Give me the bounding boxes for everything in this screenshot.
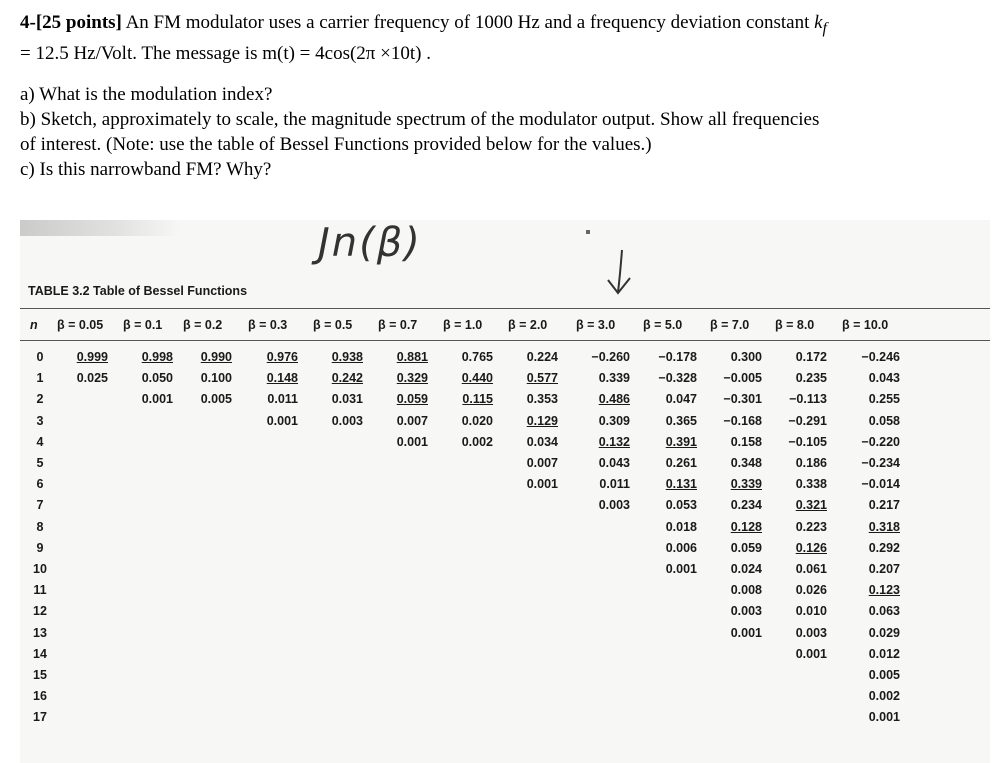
table-top-rule bbox=[20, 308, 990, 309]
row-n-label: 12 bbox=[33, 604, 47, 619]
bessel-value-cell: 0.261 bbox=[665, 456, 697, 470]
bessel-value-cell: −0.301 bbox=[723, 392, 762, 407]
bessel-value-cell: 0.031 bbox=[331, 392, 363, 407]
bessel-value-cell: 0.486 bbox=[598, 392, 630, 407]
bessel-value-cell: 0.224 bbox=[526, 350, 558, 364]
part-b-line-1: b) Sketch, approximately to scale, the magnitude spectrum of the modulator output. Show all frequencies bbox=[20, 108, 820, 130]
bessel-value-cell: 0.053 bbox=[665, 498, 697, 513]
bessel-value-cell: 0.186 bbox=[795, 456, 827, 470]
bessel-value-cell: 0.158 bbox=[730, 434, 762, 449]
bessel-value-cell: 0.217 bbox=[868, 498, 900, 513]
row-n-label: 5 bbox=[36, 456, 44, 470]
bessel-value-cell: 0.365 bbox=[665, 413, 697, 428]
bessel-value-cell: 0.577 bbox=[526, 371, 558, 386]
row-n-label: 7 bbox=[36, 498, 44, 513]
message-expression: m(t) = 4cos(2π ×10t) . bbox=[262, 42, 431, 64]
bessel-value-cell: 0.001 bbox=[665, 562, 697, 576]
row-n-label: 1 bbox=[36, 371, 44, 386]
bessel-value-cell: 0.029 bbox=[868, 625, 900, 640]
header-beta-5: β = 0.7 bbox=[378, 318, 418, 332]
bessel-value-cell: 0.339 bbox=[598, 371, 630, 386]
header-beta-6: β = 1.0 bbox=[443, 318, 483, 332]
bessel-value-cell: 0.006 bbox=[665, 540, 697, 555]
bessel-value-cell: 0.292 bbox=[868, 540, 900, 555]
bessel-value-cell: 0.126 bbox=[795, 540, 827, 555]
bessel-value-cell: 0.329 bbox=[396, 371, 428, 386]
table-header-rule bbox=[20, 340, 990, 341]
bessel-value-cell: 0.338 bbox=[795, 477, 827, 492]
bessel-value-cell: 0.353 bbox=[526, 392, 558, 407]
bessel-value-cell: 0.990 bbox=[200, 350, 232, 364]
bessel-value-cell: 0.008 bbox=[730, 583, 762, 598]
bessel-value-cell: 0.235 bbox=[795, 371, 827, 386]
header-beta-7: β = 2.0 bbox=[508, 318, 548, 332]
bessel-value-cell: 0.242 bbox=[331, 371, 363, 386]
bessel-value-cell: 0.063 bbox=[868, 604, 900, 619]
bessel-value-cell: 0.007 bbox=[396, 413, 428, 428]
bessel-value-cell: 0.976 bbox=[266, 350, 298, 364]
bessel-value-cell: 0.024 bbox=[730, 562, 762, 576]
bessel-value-cell: 0.047 bbox=[665, 392, 697, 407]
bessel-value-cell: 0.339 bbox=[730, 477, 762, 492]
header-beta-10: β = 7.0 bbox=[710, 318, 750, 332]
problem-statement bbox=[20, 10, 990, 182]
bessel-value-cell: 0.129 bbox=[526, 413, 558, 428]
bessel-value-cell: −0.291 bbox=[788, 413, 827, 428]
header-beta-2: β = 0.2 bbox=[183, 318, 223, 332]
bessel-value-cell: 0.765 bbox=[461, 350, 493, 364]
header-beta-1: β = 0.1 bbox=[123, 318, 163, 332]
bessel-value-cell: 0.026 bbox=[795, 583, 827, 598]
bessel-value-cell: 0.348 bbox=[730, 456, 762, 470]
bessel-value-cell: 0.025 bbox=[76, 371, 108, 386]
bessel-value-cell: 0.318 bbox=[868, 519, 900, 534]
part-c: c) Is this narrowband FM? Why? bbox=[20, 158, 272, 180]
header-beta-3: β = 0.3 bbox=[248, 318, 288, 332]
bessel-value-cell: 0.001 bbox=[141, 392, 173, 407]
bessel-value-cell: 0.998 bbox=[141, 350, 173, 364]
row-n-label: 13 bbox=[33, 625, 47, 640]
header-beta-8: β = 3.0 bbox=[576, 318, 616, 332]
bessel-value-cell: 0.012 bbox=[868, 646, 900, 661]
bessel-value-cell: 0.059 bbox=[730, 540, 762, 555]
row-n-label: 17 bbox=[33, 710, 47, 725]
bessel-table-scan bbox=[20, 220, 990, 763]
header-n: n bbox=[30, 318, 38, 332]
bessel-value-cell: 0.043 bbox=[598, 456, 630, 470]
bessel-value-cell: 0.309 bbox=[598, 413, 630, 428]
row-n-label: 10 bbox=[33, 562, 47, 576]
bessel-value-cell: 0.321 bbox=[795, 498, 827, 513]
kf-symbol: k bbox=[814, 12, 823, 33]
bessel-value-cell: 0.018 bbox=[665, 519, 697, 534]
bessel-value-cell: 0.061 bbox=[795, 562, 827, 576]
header-beta-0: β = 0.05 bbox=[57, 318, 104, 332]
bessel-value-cell: 0.005 bbox=[200, 392, 232, 407]
row-n-label: 16 bbox=[33, 689, 47, 704]
bessel-value-cell: 0.043 bbox=[868, 371, 900, 386]
bessel-value-cell: −0.220 bbox=[861, 434, 900, 449]
bessel-value-cell: 0.100 bbox=[200, 371, 232, 386]
bessel-value-cell: 0.881 bbox=[396, 350, 428, 364]
bessel-value-cell: −0.260 bbox=[591, 350, 630, 364]
header-beta-12: β = 10.0 bbox=[842, 318, 889, 332]
part-a: a) What is the modulation index? bbox=[20, 83, 273, 105]
bessel-value-cell: 0.001 bbox=[730, 625, 762, 640]
row-n-label: 6 bbox=[36, 477, 44, 492]
bessel-value-cell: 0.003 bbox=[795, 625, 827, 640]
problem-line-2 bbox=[20, 41, 990, 66]
bessel-value-cell: 0.001 bbox=[526, 477, 558, 492]
bessel-value-cell: 0.059 bbox=[396, 392, 428, 407]
problem-points: 4-[25 points] bbox=[20, 12, 122, 33]
bessel-value-cell: 0.058 bbox=[868, 413, 900, 428]
problem-intro-text: An FM modulator uses a carrier frequency of 1000 Hz and a frequency deviation constant bbox=[121, 12, 815, 33]
row-n-label: 3 bbox=[36, 413, 44, 428]
row-n-label: 14 bbox=[33, 646, 47, 661]
bessel-value-cell: 0.207 bbox=[868, 562, 900, 576]
bessel-value-cell: −0.014 bbox=[861, 477, 900, 492]
header-beta-11: β = 8.0 bbox=[775, 318, 815, 332]
bessel-value-cell: −0.105 bbox=[788, 434, 827, 449]
bessel-value-cell: −0.113 bbox=[789, 392, 827, 407]
table-title: TABLE 3.2 Table of Bessel Functions bbox=[28, 284, 248, 298]
bessel-value-cell: 0.148 bbox=[266, 371, 298, 386]
bessel-value-cell: 0.005 bbox=[868, 668, 900, 682]
bessel-value-cell: 0.007 bbox=[526, 456, 558, 470]
bessel-value-cell: −0.178 bbox=[658, 350, 697, 364]
bessel-value-cell: 0.300 bbox=[730, 350, 762, 364]
bessel-value-cell: 0.050 bbox=[141, 371, 173, 386]
row-n-label: 2 bbox=[36, 392, 44, 407]
bessel-value-cell: 0.002 bbox=[868, 689, 900, 704]
bessel-value-cell: 0.123 bbox=[868, 583, 900, 598]
bessel-value-cell: 0.391 bbox=[665, 434, 697, 449]
problem-kf-value: = 12.5 Hz/Volt. The message is bbox=[20, 42, 263, 64]
problem-line-1 bbox=[20, 10, 990, 41]
bessel-value-cell: 0.003 bbox=[730, 604, 762, 619]
bessel-value-cell: 0.003 bbox=[598, 498, 630, 513]
part-b-line-2: of interest. (Note: use the table of Bessel Functions provided below for the values.) bbox=[20, 133, 652, 155]
row-n-label: 9 bbox=[36, 540, 44, 555]
row-n-label: 4 bbox=[36, 434, 44, 449]
bessel-value-cell: 0.132 bbox=[598, 434, 630, 449]
bessel-value-cell: 0.011 bbox=[267, 392, 298, 407]
bessel-value-cell: 0.172 bbox=[795, 350, 827, 364]
bessel-value-cell: 0.001 bbox=[396, 434, 428, 449]
scan-dot bbox=[586, 230, 590, 234]
handwritten-down-arrow-icon bbox=[600, 248, 640, 298]
bessel-value-cell: −0.168 bbox=[723, 413, 762, 428]
header-beta-9: β = 5.0 bbox=[643, 318, 683, 332]
bessel-value-cell: 0.131 bbox=[665, 477, 697, 492]
header-beta-4: β = 0.5 bbox=[313, 318, 353, 332]
bessel-value-cell: 0.020 bbox=[461, 413, 493, 428]
bessel-value-cell: 0.001 bbox=[266, 413, 298, 428]
bessel-value-cell: 0.010 bbox=[795, 604, 827, 619]
row-n-label: 0 bbox=[36, 350, 44, 364]
bessel-value-cell: 0.938 bbox=[331, 350, 363, 364]
bessel-value-cell: 0.234 bbox=[730, 498, 762, 513]
bessel-value-cell: 0.001 bbox=[868, 710, 900, 725]
bessel-value-cell: 0.115 bbox=[462, 392, 493, 407]
bessel-value-cell: 0.034 bbox=[526, 434, 558, 449]
bessel-value-cell: 0.999 bbox=[76, 350, 108, 364]
bessel-value-cell: 0.128 bbox=[730, 519, 762, 534]
bessel-value-cell: 0.003 bbox=[331, 413, 363, 428]
kf-subscript: f bbox=[822, 19, 827, 37]
row-n-label: 8 bbox=[36, 519, 44, 534]
scan-smudge bbox=[20, 220, 180, 236]
bessel-value-cell: −0.246 bbox=[861, 350, 900, 364]
bessel-value-cell: 0.223 bbox=[795, 519, 827, 534]
bessel-value-cell: −0.234 bbox=[861, 456, 900, 470]
bessel-value-cell: −0.328 bbox=[658, 371, 697, 386]
bessel-value-cell: 0.002 bbox=[461, 434, 493, 449]
bessel-value-cell: 0.440 bbox=[461, 371, 493, 386]
row-n-label: 11 bbox=[33, 583, 47, 598]
row-n-label: 15 bbox=[33, 668, 47, 682]
bessel-value-cell: −0.005 bbox=[723, 371, 762, 386]
bessel-value-cell: 0.255 bbox=[868, 392, 900, 407]
bessel-value-cell: 0.011 bbox=[599, 477, 630, 492]
handwritten-jn-beta: Jn(β) bbox=[318, 220, 422, 266]
bessel-value-cell: 0.001 bbox=[795, 646, 827, 661]
